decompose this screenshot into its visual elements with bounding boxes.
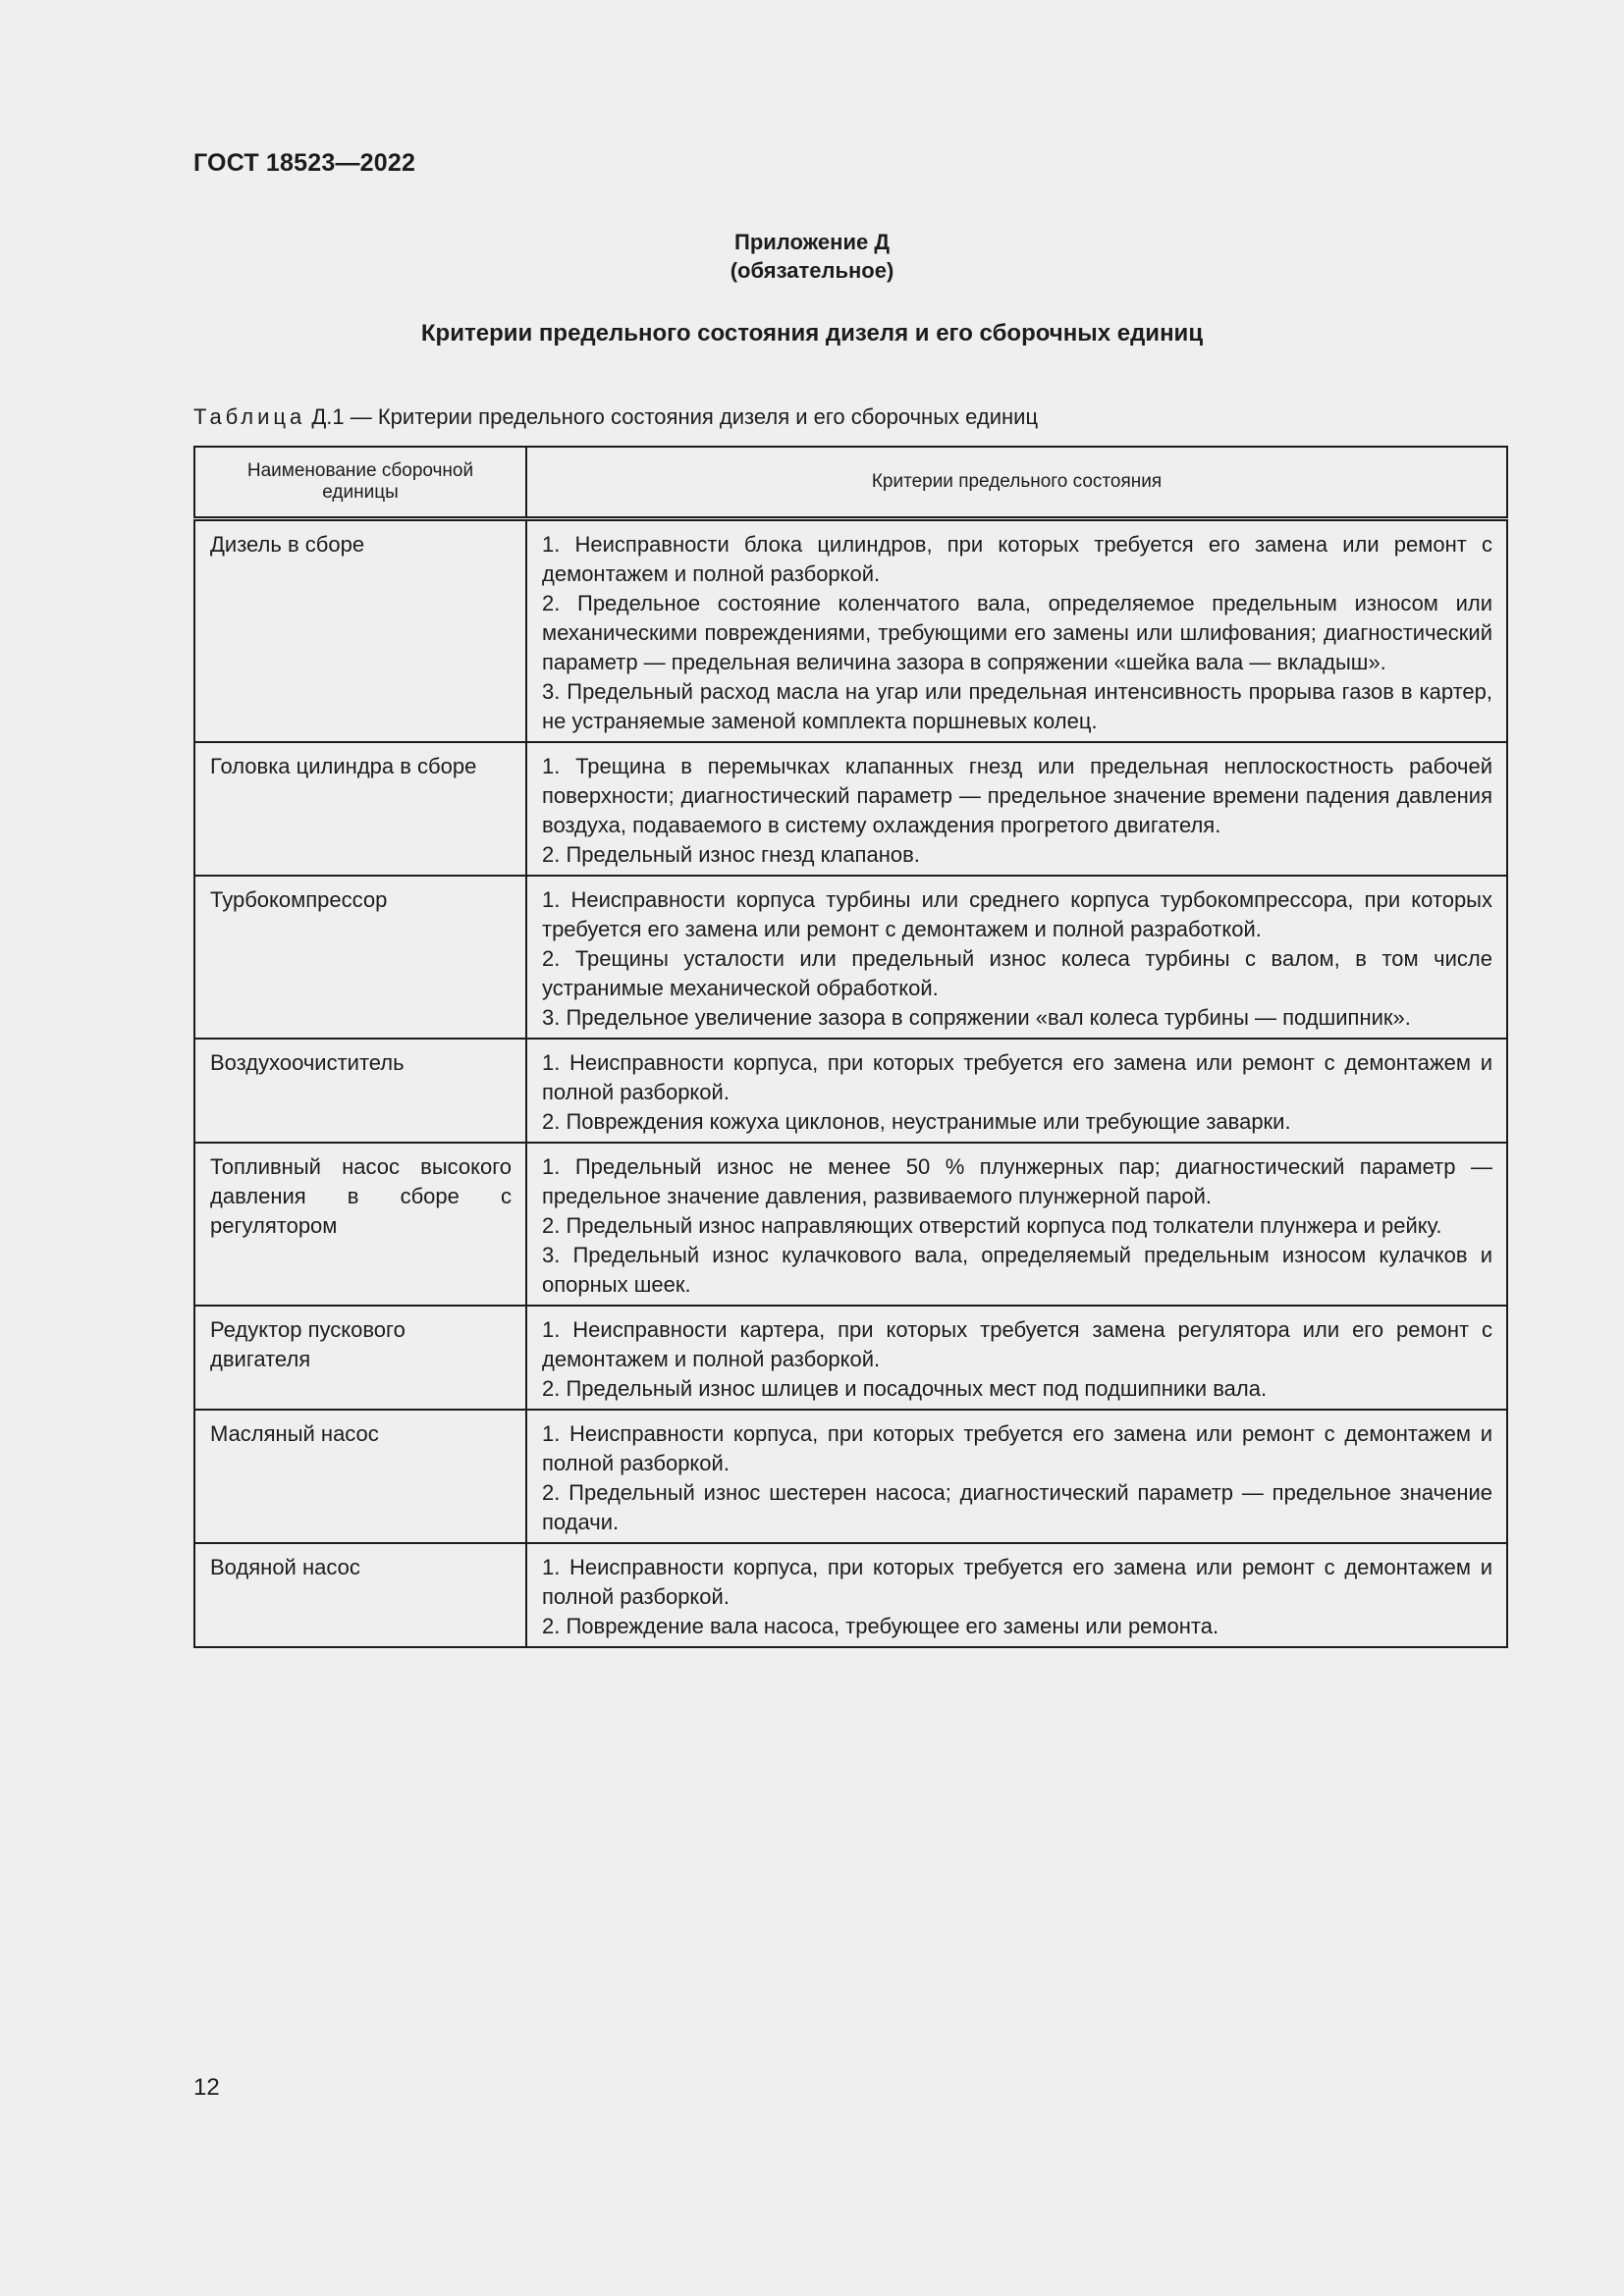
unit-name-cell: Водяной насос — [194, 1543, 526, 1647]
annex-label — [0, 228, 1624, 285]
criteria-cell — [526, 1543, 1507, 1647]
criteria-item: 2. Предельное состояние коленчатого вала, определяемое предельным износом или механическими повреждениями, требующими его замены или шлифования; диагностический параметр — предельная величина зазора в сопряжении «шейка вала — вкладыш». — [542, 591, 1492, 674]
column-header-unit: Наименование сборочной единицы — [194, 447, 526, 519]
criteria-item: 2. Повреждения кожуха циклонов, неустранимые или требующие заварки. — [542, 1109, 1291, 1134]
table-row — [194, 1143, 1507, 1306]
unit-name-cell: Воздухоочиститель — [194, 1039, 526, 1143]
unit-name-cell: Головка цилиндра в сборе — [194, 742, 526, 876]
criteria-item: 1. Трещина в перемычках клапанных гнезд или предельная неплоскостность рабочей поверхности; диагностический параметр — предельное значение времени падения давления воздуха, подаваемого в систему охлаждения прогретого двигателя. — [542, 754, 1492, 837]
table-row — [194, 1039, 1507, 1143]
unit-name-cell: Редуктор пускового двигателя — [194, 1306, 526, 1410]
unit-name-cell: Дизель в сборе — [194, 519, 526, 743]
annex-heading: Критерии предельного состояния дизеля и его сборочных единиц — [420, 320, 1204, 347]
table-caption — [193, 404, 1038, 430]
column-header-criteria: Критерии предельного состояния — [526, 447, 1507, 519]
table-row — [194, 876, 1507, 1039]
criteria-item: 1. Неисправности картера, при которых требуется замена регулятора или его ремонт с демонтажем и полной разборкой. — [542, 1317, 1492, 1371]
criteria-cell — [526, 1410, 1507, 1543]
table-row — [194, 742, 1507, 876]
table-caption-text: Д.1 — Критерии предельного состояния дизеля и его сборочных единиц — [305, 404, 1039, 429]
unit-name-cell: Турбокомпрессор — [194, 876, 526, 1039]
criteria-item: 1. Предельный износ не менее 50 % плунжерных пар; диагностический параметр — предельное значение давления, развиваемого плунжерной парой. — [542, 1154, 1492, 1208]
criteria-item: 2. Трещины усталости или предельный износ колеса турбины с валом, в том числе устранимые механической обработкой. — [542, 946, 1492, 1000]
criteria-item: 1. Неисправности корпуса, при которых требуется его замена или ремонт с демонтажем и полной разборкой. — [542, 1050, 1492, 1104]
table-row — [194, 519, 1507, 743]
criteria-item: 3. Предельный расход масла на угар или предельная интенсивность прорыва газов в картер, не устраняемые заменой комплекта поршневых колец. — [542, 679, 1492, 733]
table-header-row — [194, 447, 1507, 519]
annex-status: (обязательное) — [730, 258, 894, 283]
table-row — [194, 1410, 1507, 1543]
criteria-item: 2. Предельный износ шестерен насоса; диагностический параметр — предельное значение подачи. — [542, 1480, 1492, 1534]
criteria-item: 1. Неисправности корпуса, при которых требуется его замена или ремонт с демонтажем и полной разборкой. — [542, 1421, 1492, 1475]
criteria-item: 1. Неисправности корпуса турбины или среднего корпуса турбокомпрессора, при которых требуется его замена или ремонт с демонтажем и полной разработкой. — [542, 887, 1492, 941]
table-row — [194, 1543, 1507, 1647]
criteria-cell — [526, 742, 1507, 876]
criteria-item: 2. Предельный износ шлицев и посадочных мест под подшипники вала. — [542, 1376, 1268, 1401]
annex-title: Приложение Д — [734, 230, 890, 254]
table-row — [194, 1306, 1507, 1410]
criteria-item: 2. Повреждение вала насоса, требующее его замены или ремонта. — [542, 1614, 1219, 1638]
criteria-item: 2. Предельный износ направляющих отверстий корпуса под толкатели плунжера и рейку. — [542, 1213, 1442, 1238]
table-caption-prefix: Таблица — [193, 404, 306, 429]
criteria-item: 3. Предельный износ кулачкового вала, определяемый предельным износом кулачков и опорных шеек. — [542, 1243, 1492, 1297]
criteria-cell — [526, 519, 1507, 743]
criteria-item: 1. Неисправности блока цилиндров, при которых требуется его замена или ремонт с демонтажем и полной разборкой. — [542, 532, 1492, 586]
criteria-item: 3. Предельное увеличение зазора в сопряжении «вал колеса турбины — подшипник». — [542, 1005, 1411, 1030]
criteria-cell — [526, 1143, 1507, 1306]
page-number: 12 — [193, 2074, 220, 2101]
unit-name-cell: Топливный насос высокого давления в сборе с регулятором — [194, 1143, 526, 1306]
document-code: ГОСТ 18523—2022 — [193, 149, 416, 177]
criteria-cell — [526, 876, 1507, 1039]
criteria-table — [193, 446, 1508, 1648]
unit-name-cell: Масляный насос — [194, 1410, 526, 1543]
criteria-item: 1. Неисправности корпуса, при которых требуется его замена или ремонт с демонтажем и полной разборкой. — [542, 1555, 1492, 1609]
criteria-item: 2. Предельный износ гнезд клапанов. — [542, 842, 920, 867]
criteria-cell — [526, 1039, 1507, 1143]
criteria-cell — [526, 1306, 1507, 1410]
